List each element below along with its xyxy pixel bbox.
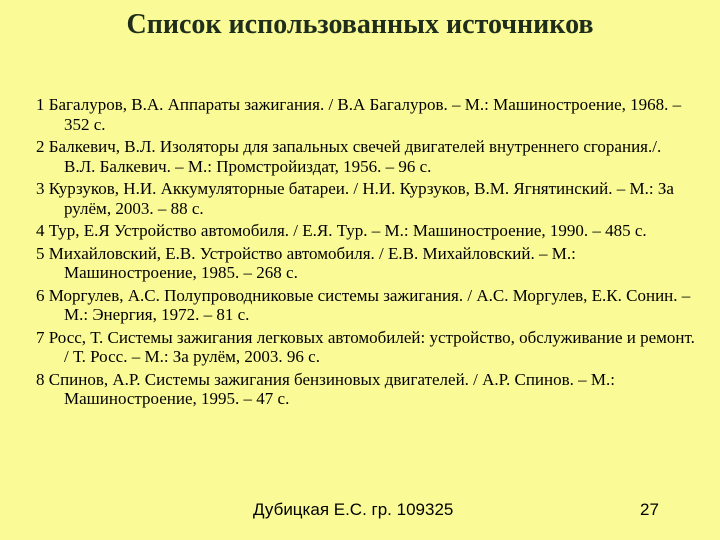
reference-text: Михайловский, Е.В. Устройство автомобиля. / Е.В. Михайловский. – М.: Машиностроение, 1985. – 268 с. <box>48 243 576 282</box>
reference-item-1 <box>36 95 696 134</box>
reference-item-4 <box>36 221 696 241</box>
page-number: 27 <box>640 500 659 519</box>
reference-text: Багалуров, В.А. Аппараты зажигания. / В.А Багалуров. – М.: Машиностроение, 1968. – 352 с. <box>48 95 682 134</box>
reference-number: 4 <box>36 221 45 240</box>
reference-text: Моргулев, А.С. Полупроводниковые системы зажигания. / А.С. Моргулев, Е.К. Сонин. – М.: Энергия, 1972. – 81 с. <box>48 285 691 324</box>
reference-number: 8 <box>36 369 45 389</box>
reference-number: 2 <box>36 137 45 156</box>
reference-text: Балкевич, В.Л. Изоляторы для запальных свечей двигателей внутреннего сгорания./. В.Л. Балкевич. – М.: Промстройиздат, 1956. – 96 с. <box>48 137 662 176</box>
reference-item-7 <box>36 328 696 367</box>
reference-item-2 <box>36 137 696 176</box>
reference-text: Курзуков, Н.И. Аккумуляторные батареи. / Н.И. Курзуков, В.М. Ягнятинский. – М.: За рулём, 2003. – 88 с. <box>48 179 674 218</box>
reference-item-8 <box>36 370 696 409</box>
reference-item-5 <box>36 244 696 283</box>
reference-list <box>36 95 696 412</box>
slide-title: Список использованных источников <box>126 9 594 40</box>
reference-text: Росс, Т. Системы зажигания легковых автомобилей: устройство, обслуживание и ремонт. / Т. Росс. – М.: За рулём, 2003. 96 с. <box>48 327 695 366</box>
reference-number: 5 <box>36 243 45 263</box>
reference-item-6 <box>36 286 696 325</box>
reference-text: Спинов, А.Р. Системы зажигания бензиновых двигателей. / А.Р. Спинов. – М.: Машиностроение, 1995. – 47 с. <box>48 369 615 408</box>
reference-item-3 <box>36 179 696 218</box>
reference-number: 7 <box>36 327 45 347</box>
reference-text: Тур, Е.Я Устройство автомобиля. / Е.Я. Тур. – М.: Машиностроение, 1990. – 485 с. <box>48 221 647 240</box>
reference-number: 3 <box>36 179 45 198</box>
reference-number: 6 <box>36 285 45 305</box>
footer-author: Дубицкая Е.С. гр. 109325 <box>253 500 454 519</box>
reference-number: 1 <box>36 95 45 114</box>
